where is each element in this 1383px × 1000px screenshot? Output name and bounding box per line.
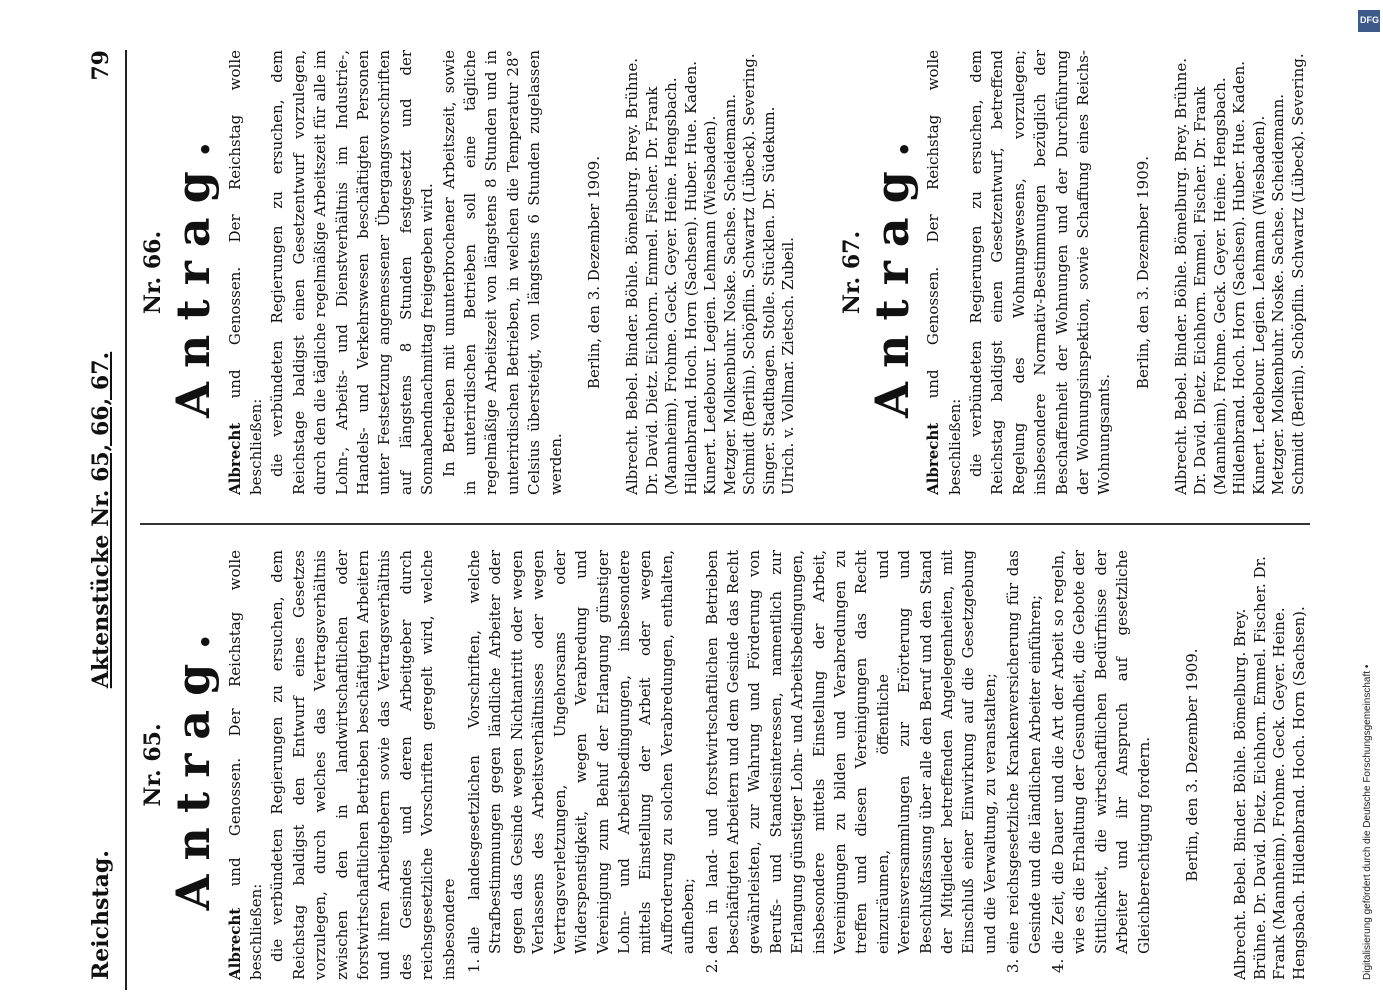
nr66-intro-text: und Genossen. Der Reichstag wolle beschließen: <box>225 50 265 495</box>
nr65-item-4: 4. die Zeit, die Dauer und die Art der Arbeit so regeln, wie es die Erhaltung der Gesundheit, die Gebote der Sittlichkeit, die wirtschaftlichen Bedürfnisse der Arbeiter und ihr Anspruch auf gesetzliche Gleichberechtigung fordern. <box>1048 550 1155 954</box>
nr65-intro-text: und Genossen. Der Reichstag wolle beschließen: <box>225 550 265 980</box>
nr66-title: Antrag. <box>166 127 220 418</box>
nr67-number: Nr. 67. <box>838 230 865 315</box>
nr67-intro-text: und Genossen. Der Reichstag wolle beschließen: <box>924 50 964 495</box>
nr65-list <box>464 550 1155 980</box>
digitization-note-text: Digitalisierung gefördert durch die Deutsche Forschungsgemeinschaft • <box>1362 664 1373 980</box>
nr67-date: Berlin, den 3. Dezember 1909. <box>1133 155 1152 390</box>
nr67-intro-bold: Albrecht <box>924 422 943 495</box>
nr65-intro <box>225 550 268 980</box>
nr65-item-3: 3. eine reichsgesetzliche Krankenversicherung für das Gesinde und die ländlichen Arbeiter einführen; <box>1003 550 1046 954</box>
digitization-note <box>1362 40 1378 980</box>
nr66-intro-bold: Albrecht <box>225 422 244 495</box>
nr66-date: Berlin, den 3. Dezember 1909. <box>585 155 604 390</box>
header-rule <box>125 50 127 990</box>
nr65-signatures: Albrecht. Bebel. Binder. Böhle. Bömelburg. Brey. Brühne. Dr. David. Dietz. Eichhorn. Emmel. Fischer. Dr. Frank (Mannheim). Frohme. Geck. Geyer. Heine. Hengsbach. Hildenbrand. Hoch. Horn (Sachsen). <box>1231 556 1308 980</box>
column-divider <box>140 523 1310 525</box>
dfg-logo <box>1358 10 1380 32</box>
dfg-logo-text: DFG <box>1360 15 1379 25</box>
nr65-title: Antrag. <box>166 619 220 911</box>
nr65-number: Nr. 65. <box>140 723 166 807</box>
nr66-body: die verbündeten Regierungen zu ersuchen, dem Reichstage baldigst einen Gesetzentwurf vorzulegen, durch den die tägliche regelmäßige Arbeitszeit für alle im Lohn-, Arbeits- und Dienstverhältnis im Industrie-, Handels- und Verkehrswesen beschäftigten Personen unter Festsetzung angemessener Übergangsvorschriften auf längstens 8 Stunden festgesetzt und der Sonnabendnachmittag freigegeben wird. <box>268 50 437 495</box>
nr66-number: Nr. 66. <box>140 230 166 315</box>
page-header <box>80 40 120 1000</box>
nr65-item-2: 2. den in land- und forstwirtschaftlichen Betrieben beschäftigten Arbeitern und dem Gesinde das Recht gewährleisten, zur Wahrung und Förderung von Berufs- und Standesinteressen, namentlich zur Erlangung günstiger Lohn- und Arbeitsbedingungen, insbesondere mittels Einstellung der Arbeit, Vereinigungen zu bilden und Verabredungen zu treffen und diesen Vereinigungen das Recht einzuräumen, öffentliche und Vereinsversammlungen zur Erörterung und Beschlußfassung über alle den Beruf und den Stand der Mitglieder betreffenden Angelegenheiten, mit Einschluß einer Einwirkung auf die Gesetzgebung und die Verwaltung, zu veranstalten; <box>702 550 1002 954</box>
header-left: Reichstag. <box>88 850 114 980</box>
nr66-signatures: Albrecht. Bebel. Binder. Böhle. Bömelburg. Brey. Brühne. Dr. David. Dietz. Eichhorn. Emmel. Fischer. Dr. Frank (Mannheim). Frohme. Geck. Geyer. Heine. Hengsbach. Hildenbrand. Hoch. Horn (Sachsen). Huber. Hue. Kaden. Kunert. Ledebour. Legien. Lehmann (Wiesbaden). Metzger. Molkenbuhr. Noske. Sachse. Scheidemann. Schmidt (Berlin). Schöpflin. Schwartz (Lübeck). Severing. Singer. Stadthagen. Stolle. Stücklen. Dr. Südekum. Ulrich. v. Vollmar. Zietsch. Zubeil. <box>623 53 798 495</box>
nr67-intro <box>923 50 966 495</box>
nr67-signatures: Albrecht. Bebel. Binder. Böhle. Bömelburg. Brey. Brühne. Dr. David. Dietz. Eichhorn. Emmel. Fischer. Dr. Frank (Mannheim). Frohme. Geck. Geyer. Heine. Hengsbach. Hildenbrand. Hoch. Horn (Sachsen). Huber. Hue. Kaden. Kunert. Ledebour. Legien. Lehmann (Wiesbaden). Metzger. Molkenbuhr. Noske. Sachse. Scheidemann. Schmidt (Berlin). Schöpflin. Schwartz (Lübeck). Severing. <box>1171 53 1307 495</box>
page-number: 79 <box>88 50 114 81</box>
column-left <box>140 550 1310 980</box>
nr66-intro <box>225 50 268 495</box>
rotated-page <box>40 40 1330 1000</box>
nr65-date: Berlin, den 3. Dezember 1909. <box>1183 648 1202 882</box>
nr65-intro-bold: Albrecht <box>225 907 244 980</box>
column-right <box>140 50 1310 495</box>
nr67-body: die verbündeten Regierungen zu ersuchen, dem Reichstag baldigst einen Gesetzentwurf, betreffend Regelung des Wohnungswesens, vorzulegen; insbesondere Normativ-Bestimmungen bezüglich der Beschaffenheit der Wohnungen und der Durchführung der Wohnungsinspektion, sowie Schaffung eines Reichs-Wohnungsamts. <box>967 50 1114 495</box>
nr65-body: die verbündeten Regierungen zu ersuchen, dem Reichstag baldigst den Entwurf eines Gesetzes vorzulegen, durch welches das Vertragsverhältnis zwischen den in landwirtschaftlichen oder forstwirtschaftlichen Betrieben beschäftigten Arbeitern und ihren Arbeitgebern sowie das Vertragsverhältnis des Gesindes und deren Arbeitgeber durch reichsgesetzliche Vorschriften geregelt wird, welche insbesondere <box>268 550 458 980</box>
nr65-item-1: 1. alle landesgesetzlichen Vorschriften, welche Strafbestimmungen gegen ländliche Arbeiter oder gegen das Gesinde wegen Nichtantritt oder wegen Verlassens des Arbeitsverhältnisses oder wegen Vertragsverletzungen, Ungehorsams oder Widerspenstigkeit, wegen Verabredung und Vereinigung zum Behuf der Erlangung günstiger Lohn- und Arbeitsbedingungen, insbesondere mittels Einstellung der Arbeit oder wegen Aufforderung zu solchen Verabredungen, enthalten, aufheben; <box>464 550 699 954</box>
nr66-body-2: In Betrieben mit ununterbrochener Arbeitszeit, sowie in unterirdischen Betrieben soll eine tägliche regelmäßige Arbeitszeit von längstens 8 Stunden und in unterirdischen Betrieben, in welchen die Temperatur 28° Celsius übersteigt, von längstens 6 Stunden zugelassen werden. <box>439 50 565 495</box>
nr67-title: Antrag. <box>864 127 919 418</box>
header-center: Aktenstücke Nr. 65, 66, 67. <box>88 351 114 689</box>
